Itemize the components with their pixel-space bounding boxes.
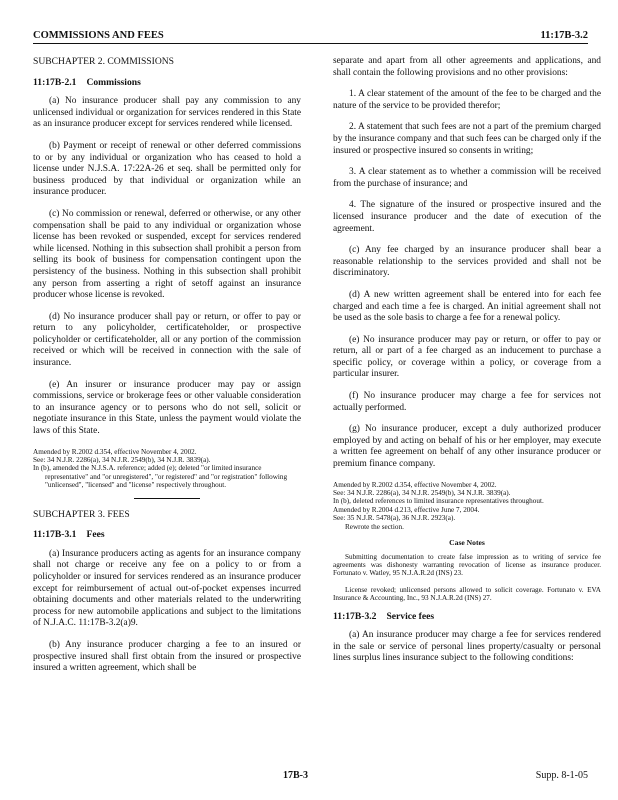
section-title: Fees [86, 529, 105, 541]
provision-list [333, 89, 601, 235]
running-header [33, 14, 588, 44]
page-footer [33, 770, 588, 781]
paragraph-a: (a) No insurance producer shall pay any commission to any unlicensed individual or organization for services rendered in this State as an insurance producer except for services rendered while licensed. [33, 96, 301, 130]
section-heading-3-2 [333, 611, 601, 623]
case-note: Submitting documentation to create false impression as to writing of service fee agreements was dishonesty warranting revocation of license as insurance producer. Fortunato v. Watley, 95 N.J.A.R.2d (INS) 23. [333, 552, 601, 578]
paragraph-c: (c) No commission or renewal, deferred or otherwise, or any other compensation shall be paid to any individual or organization whose license has been revoked or suspended, except for services rendered while licensed. Nothing in this subsection shall prohibit a person from selling its book of business for compensation contingent upon the persistency of the business. Nothing in this subsection shall prohibit any person from asserting a right of setoff against an insurance producer whose license is revoked. [33, 208, 301, 301]
left-column [33, 56, 301, 685]
paragraph-c: (c) Any fee charged by an insurance producer shall bear a reasonable relationship to the services provided and shall not be discriminatory. [333, 245, 601, 279]
header-section: 11:17B-3.2 [540, 30, 588, 41]
paragraph-e: (e) No insurance producer may pay or return, or offer to pay or return, all or part of a fee charged as an inducement to purchase a specific policy, or coverage within a policy, or coverage from a particular insurer. [333, 334, 601, 380]
history-note: In (b), deleted references to limited insurance representatives throughout. [333, 497, 544, 506]
supplement-date: Supp. 8-1-05 [535, 770, 588, 781]
subchapter-2-heading: SUBCHAPTER 2. COMMISSIONS [33, 56, 175, 67]
paragraph-d: (d) A new written agreement shall be entered into for each fee charged and each time a fee is charged. An initial agreement shall not be used as the sole basis to charge a fee for a renewal policy. [333, 289, 601, 324]
section-number: 11:17B-3.2 [333, 610, 377, 622]
divider [134, 498, 200, 499]
section-heading-3-1 [33, 529, 301, 541]
paragraph-g: (g) No insurance producer, except a duly authorized producer employed by and acting on behalf of his or her employer, may execute a written fee agreement on behalf of any other insurance producer or premium finance company. [333, 424, 601, 470]
case-note: License revoked; unlicensed persons allowed to solicit coverage. Fortunato v. EVA Insurance & Accounting, Inc., 93 N.J.A.R.2d (INS) 27. [333, 585, 601, 603]
section-number: 11:17B-3.1 [33, 529, 77, 541]
list-item: 2. A statement that such fees are not a part of the premium charged by the insurance company and that such fees can be charged only if the insured or prospective insured so consents in writing; [333, 122, 601, 156]
list-item: 4. The signature of the insured or prospective insured and the licensed insurance producer and the date of execution of the agreement. [333, 200, 601, 234]
section-title: Commissions [86, 76, 141, 88]
case-notes-heading: Case Notes [449, 538, 485, 548]
paragraph-e: (e) An insurer or insurance producer may pay or assign commissions, service or brokerage fees or other valuable consideration to an insurance agency or to persons who do not sell, solicit or negotiate insurance in this State, unless the payment would violate the laws of this State. [33, 379, 301, 437]
history-note: See: 35 N.J.R. 5478(a), 36 N.J.R. 2923(a). [333, 514, 456, 523]
section-title: Service fees [386, 610, 435, 622]
section-heading-2-1 [33, 77, 301, 89]
subchapter-3-heading: SUBCHAPTER 3. FEES [33, 508, 130, 520]
history-note: See: 34 N.J.R. 2286(a), 34 N.J.R. 2549(b), 34 N.J.R. 3839(a). [33, 456, 211, 465]
history-note: Amended by R.2002 d.354, effective November 4, 2002. [33, 447, 197, 456]
page-number: 17B-3 [283, 770, 308, 781]
history-note: Rewrote the section. [345, 522, 404, 531]
history-note: In (b), amended the N.J.S.A. reference; added (e); deleted "or limited insurance representative" and "or unregistered", "or registered" and "or registration" following "unlicensed", "licensed" and "license" respectively throughout. [33, 464, 288, 490]
history-note: Amended by R.2004 d.213, effective June 7, 2004. [333, 505, 480, 514]
paragraph-3-1-b: (b) Any insurance producer charging a fee to an insured or prospective insured shall first obtain from the insured or prospective insured a written agreement, which shall be [33, 640, 301, 674]
list-item: 1. A clear statement of the amount of the fee to be charged and the nature of the service to be provided therefor; [333, 89, 601, 111]
paragraph-b: (b) Payment or receipt of renewal or other deferred commissions to or by any individual or organization who has ceased to hold a license under N.J.S.A. 17:22A-26 et seq. shall be permitted only for business produced by that individual or organization while an insurance producer. [33, 140, 301, 198]
right-column [333, 56, 601, 675]
paragraph-3-2-a: (a) An insurance producer may charge a fee for services rendered in the sale or service of personal lines property/casualty or personal lines surplus lines insurance subject to the following conditions: [333, 630, 601, 664]
history-note: Amended by R.2002 d.354, effective November 4, 2002. [333, 480, 497, 489]
section-number: 11:17B-2.1 [33, 76, 77, 88]
paragraph-f: (f) No insurance producer may charge a fee for services not actually performed. [333, 391, 601, 413]
header-title: COMMISSIONS AND FEES [33, 30, 164, 41]
paragraph-3-1-a: (a) Insurance producers acting as agents for an insurance company shall not charge or receive any fee on a policy to or from a policyholder or insured for services rendered as an insurance producer except for reimbursement of actual out-of-pocket expenses incurred obtaining documents and other materials related to the underwriting process for new automobile applications and subject to the limitations of N.J.A.C. 11:17B-3.2(a)9. [33, 548, 301, 629]
list-item: 3. A clear statement as to whether a commission will be received from the purchase of insurance; and [333, 167, 601, 189]
paragraph-d: (d) No insurance producer shall pay or return, or offer to pay or return to any policyholder, certificateholder, or prospective policyholder or certificateholder, all or any portion of the commission received or which will be received in connection with the sale of insurance. [33, 311, 301, 369]
paragraph-continuation: separate and apart from all other agreements and applications, and shall contain the following provisions and no other provisions: [333, 56, 601, 78]
history-note: See: 34 N.J.R. 2286(a), 34 N.J.R. 2549(b), 34 N.J.R. 3839(a). [333, 489, 511, 498]
